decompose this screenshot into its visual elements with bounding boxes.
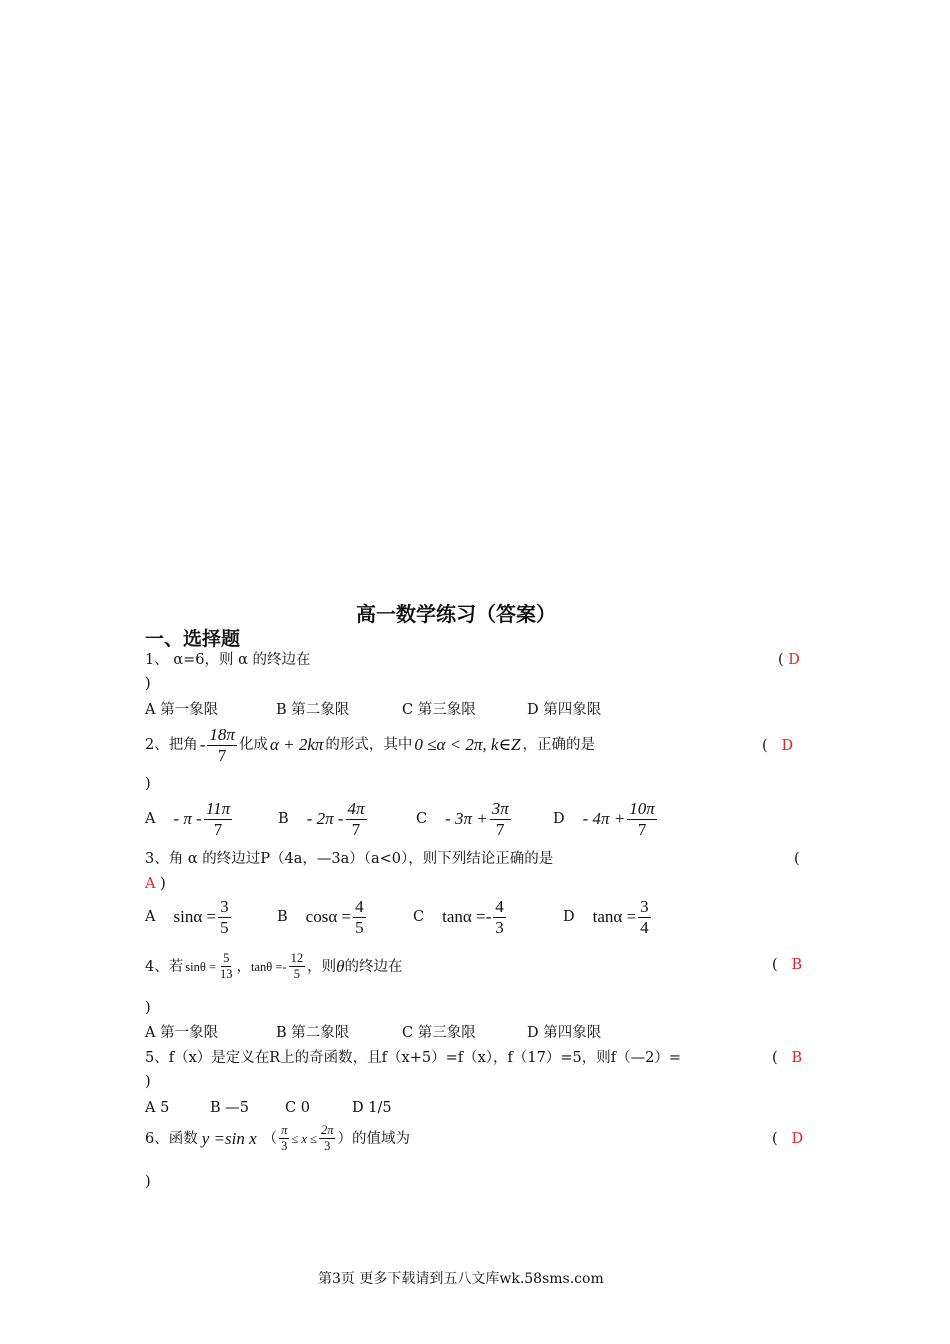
option-numerator: 4 — [355, 897, 364, 916]
question-1-option-b: B 第二象限 — [276, 702, 350, 718]
question-6-stem — [145, 1124, 410, 1153]
question-4-sin-lead: sinθ = — [185, 959, 216, 974]
option-denominator: 4 — [640, 917, 649, 937]
question-4-answer-bracket: ( B — [772, 957, 803, 973]
question-5-answer: B — [791, 1050, 803, 1066]
question-4-comma: ， — [236, 958, 251, 975]
option-fraction — [346, 800, 367, 839]
question-6-range-left-fraction — [279, 1124, 289, 1153]
option-letter: A — [145, 811, 156, 828]
question-1-close-paren: ) — [145, 676, 151, 692]
question-4-tan-lead: tanθ =- — [250, 959, 287, 974]
question-1-answer-bracket: ( D — [778, 652, 800, 668]
option-lead: - π - — [173, 809, 202, 829]
question-3-stem: 3、角 α 的终边过P（4a，—3a）（a<0），则下列结论正确的是 — [145, 851, 554, 867]
page-title: 高一数学练习（答案） — [356, 602, 556, 626]
question-5-option-d: D 1/5 — [352, 1100, 392, 1116]
option-fraction — [490, 800, 511, 839]
option-fraction — [218, 898, 231, 937]
question-6-range-left-numerator: π — [279, 1124, 289, 1139]
section-heading: 一、选择题 — [145, 628, 241, 650]
question-2-option-b — [278, 800, 369, 839]
option-letter: B — [277, 909, 288, 926]
option-numerator: 3 — [220, 897, 229, 916]
option-numerator: 11π — [205, 799, 231, 818]
question-4-end: 的终边在 — [344, 958, 403, 975]
option-fraction — [204, 800, 232, 839]
question-4-stem — [145, 952, 402, 981]
question-6-range-left-denominator: 3 — [281, 1139, 288, 1154]
question-5-stem: 5、f（x）是定义在R上的奇函数，且f（x+5）=f（x），f（17）=5，则f（—2）= — [145, 1050, 681, 1066]
question-4-sin-numerator: 5 — [221, 952, 231, 967]
question-3-option-a — [145, 898, 233, 937]
option-denominator: 7 — [637, 819, 647, 839]
option-lead: tanα =- — [442, 907, 492, 927]
option-letter: C — [413, 909, 425, 926]
question-6-close-paren: ） — [337, 1130, 352, 1147]
question-3-answer-line: A ) — [145, 876, 166, 892]
question-6-range-right-denominator: 3 — [324, 1139, 331, 1154]
question-2-answer: D — [781, 738, 794, 754]
question-2-answer-bracket: ( D — [762, 738, 794, 754]
question-6-final-paren: ) — [145, 1174, 151, 1190]
option-numerator: 4π — [347, 799, 365, 818]
option-denominator: 7 — [496, 819, 505, 839]
question-6-prefix: 6、函数 — [145, 1130, 198, 1147]
option-numerator: 3π — [491, 799, 509, 818]
question-4-prefix: 4、若 — [145, 958, 184, 975]
question-3-answer: A — [145, 876, 156, 892]
option-fraction — [493, 898, 506, 937]
option-letter: C — [416, 811, 428, 828]
question-4-option-d: D 第四象限 — [527, 1025, 602, 1041]
option-lead: - 2π - — [306, 809, 344, 829]
option-lead: - 3π + — [445, 809, 488, 829]
option-lead: - 4π + — [582, 809, 626, 829]
option-numerator: 3 — [640, 897, 649, 916]
option-numerator: 4 — [495, 897, 504, 916]
question-4-answer: B — [791, 957, 803, 973]
question-4-tan-denominator: 5 — [293, 967, 300, 982]
question-2-form: α + 2kπ — [269, 735, 324, 755]
question-4-sin-fraction — [218, 952, 235, 981]
question-3-open-paren: ( — [794, 851, 800, 867]
question-2-stem — [145, 726, 595, 765]
question-2-middle: 化成 — [238, 737, 268, 754]
option-denominator: 7 — [351, 819, 361, 839]
option-denominator: 5 — [355, 917, 364, 937]
question-6-range-right-numerator: 2π — [319, 1124, 336, 1139]
question-6-range-right-fraction — [319, 1124, 336, 1153]
question-5-option-b: B —5 — [210, 1100, 249, 1116]
question-4-then: ，则 — [307, 958, 337, 975]
question-1-option-d: D 第四象限 — [527, 702, 602, 718]
option-letter: A — [145, 909, 156, 926]
question-3-option-b — [277, 898, 368, 937]
question-2-option-c — [416, 800, 513, 839]
question-5-close-paren: ) — [145, 1074, 151, 1090]
option-denominator: 3 — [495, 917, 504, 937]
option-letter: D — [553, 811, 565, 828]
question-2-close-paren: ) — [145, 776, 151, 792]
question-4-tan-numerator: 12 — [289, 952, 306, 967]
option-fraction — [627, 800, 657, 839]
option-lead: cosα = — [305, 907, 352, 927]
question-1-answer: D — [788, 652, 800, 668]
question-4-option-c: C 第三象限 — [402, 1025, 476, 1041]
question-6-range-mid: ≤ x ≤ — [291, 1131, 317, 1146]
question-4-tan-fraction — [289, 952, 306, 981]
question-2-angle-sign: - — [199, 735, 206, 755]
question-4-sin-denominator: 13 — [219, 967, 233, 982]
question-1-stem: 1、 α=6，则 α 的终边在 — [145, 652, 311, 668]
option-denominator: 7 — [213, 819, 223, 839]
question-2-end: ，正确的是 — [522, 737, 595, 754]
question-4-option-a: A 第一象限 — [145, 1025, 219, 1041]
page-footer: 第3页 更多下载请到五八文库wk.58sms.com — [318, 1271, 604, 1287]
option-numerator: 10π — [629, 799, 655, 818]
option-fraction — [638, 898, 651, 937]
question-6-answer: D — [791, 1131, 804, 1147]
option-letter: B — [278, 811, 289, 828]
question-2-prefix: 2、把角 — [145, 737, 198, 754]
question-2-angle-denominator: 7 — [217, 745, 227, 765]
option-lead: sinα = — [173, 907, 217, 927]
question-5-option-c: C 0 — [285, 1100, 310, 1116]
question-3-option-d — [563, 898, 653, 937]
question-2-option-d — [553, 800, 659, 839]
question-4-close-paren: ) — [145, 1000, 151, 1016]
option-denominator: 5 — [220, 917, 229, 937]
question-2-angle-numerator: 18π — [209, 725, 235, 744]
question-3-option-c — [413, 898, 508, 937]
question-2-after: 的形式，其中 — [325, 737, 413, 754]
question-6-open-paren: （ — [262, 1130, 278, 1147]
option-letter: D — [563, 909, 575, 926]
question-2-option-a — [145, 800, 234, 839]
question-6-end: 的值域为 — [351, 1130, 410, 1147]
question-6-answer-bracket: ( D — [772, 1131, 804, 1147]
question-5-option-a: A 5 — [145, 1100, 170, 1116]
option-lead: tanα = — [592, 907, 637, 927]
question-4-option-b: B 第二象限 — [276, 1025, 350, 1041]
question-6-function: y =sin x — [201, 1128, 257, 1148]
question-2-angle-fraction — [207, 726, 237, 765]
option-fraction — [353, 898, 366, 937]
question-4-theta: θ — [336, 956, 345, 976]
question-5-answer-bracket: ( B — [772, 1050, 803, 1066]
question-2-condition: 0 ≤α < 2π, k∈Z — [414, 735, 521, 755]
question-1-option-c: C 第三象限 — [402, 702, 476, 718]
question-1-option-a: A 第一象限 — [145, 702, 219, 718]
